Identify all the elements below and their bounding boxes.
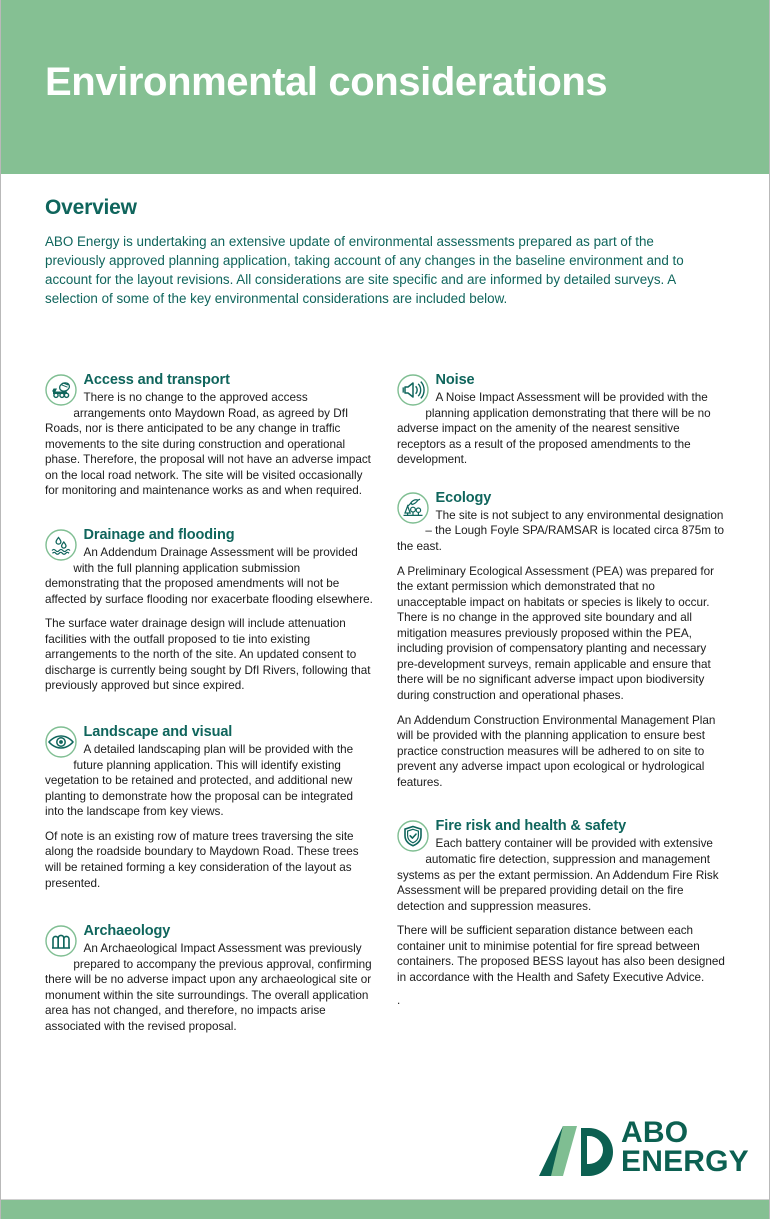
speaker-sound-icon — [397, 374, 429, 406]
topic-archaeology — [45, 923, 375, 1034]
topic-fire-risk-and-health-safety — [397, 818, 727, 1007]
topic-noise — [397, 372, 727, 468]
topic-access-and-transport — [45, 372, 375, 499]
topic-paragraph: There will be sufficient separation distance between each container unit to minimise potential for fire spread between containers. The proposed BESS layout has also been designed in accordance with the Health and Safety Executive Advice. — [397, 924, 725, 984]
topic-paragraph: Of note is an existing row of mature trees traversing the site along the roadside boundary to Maydown Road. These trees will be retained forming a key consideration of the layout as presented. — [45, 829, 359, 890]
right-column — [397, 372, 727, 1027]
overview-section — [45, 196, 705, 308]
topic-paragraph: A detailed landscaping plan will be provided with the future planning application. This will identify existing vegetation to be retained and protected, and additional new planting to demonstrate how the proposal can be integrated into the landscape from key views. — [45, 743, 354, 819]
topic-drainage-and-flooding — [45, 527, 375, 694]
page-title: Environmental considerations — [45, 60, 608, 104]
ancient-arches-icon — [45, 925, 77, 957]
topic-paragraph: There is no change to the approved access arrangements onto Maydown Road, as agreed by DfI Roads, nor is there anticipated to be any change in traffic movements to the site during construction and operational phase. Therefore, the proposal will not have an adverse impact on the local road network. The site will be visited occasionally for monitoring and maintenance works as and when required. — [45, 391, 371, 498]
topic-paragraph: Each battery container will be provided with extensive automatic fire detection, suppression and management systems as per the extant permission. An Addendum Fire Risk Assessment will be prepared providing detail on the fire detection and suppression measures. — [397, 837, 719, 913]
topic-paragraph: An Archaeological Impact Assessment was previously prepared to accompany the previous approval, confirming there will be no adverse impact upon any archaeological site or monument within the site surroundings. The overall application area has not changed, and therefore, no impacts arise associated with the revised proposal. — [45, 942, 372, 1033]
topic-title: Landscape and visual — [83, 724, 233, 740]
cement-mixer-truck-icon — [45, 374, 77, 406]
abo-energy-wordmark — [621, 1118, 749, 1177]
overview-heading: Overview — [45, 196, 137, 219]
topic-paragraph: The site is not subject to any environmental designation – the Lough Foyle SPA/RAMSAR is located circa 875m to the east. — [397, 508, 724, 553]
abo-logo-mark-icon — [537, 1122, 613, 1183]
topic-title: Access and transport — [83, 372, 230, 388]
topic-landscape-and-visual — [45, 724, 375, 891]
topic-ecology — [397, 490, 727, 791]
topic-paragraph: The surface water drainage design will include attenuation facilities with the outfall proposed to tie into existing arrangements to the north of the site. An updated consent to discharge is currently being sought by DfI Rivers, following that previously approved but since expired. — [45, 617, 371, 693]
overview-body: ABO Energy is undertaking an extensive update of environmental assessments prepared as part of the previously approved planning application, taking account of any changes in the baseline environment and to account for the layout revisions. All considerations are site specific and are informed by detailed surveys. A selection of some of the key environmental considerations are included below. — [45, 234, 684, 307]
topic-paragraph: A Noise Impact Assessment will be provided with the planning application demonstrating that there will be no adverse impact on the amenity of the nearest sensitive receptors as a result of the proposed amendments to the development. — [397, 391, 711, 467]
topic-title: Noise — [435, 372, 475, 388]
logo-line-1: ABO — [621, 1116, 689, 1149]
abo-energy-logo — [537, 1116, 749, 1182]
topic-paragraph: A Preliminary Ecological Assessment (PEA) was prepared for the extant permission which demonstrated that no unacceptable impact on habitats or species is likely to occur. There is no change in the approved site boundary and all mitigation measures previously proposed within the PEA, including provision of compensatory planting and necessary pre-development surveys, remain applicable and ensure that there will be no significant adverse impact upon biodiversity during construction and operational phases. — [397, 564, 714, 702]
shield-check-icon — [397, 820, 429, 852]
topic-title: Archaeology — [83, 923, 171, 940]
topic-paragraph: An Addendum Construction Environmental Management Plan will be provided with the planning application to ensure best practice construction measures will be adhered to on site to prevent any adverse impact upon ecological or hydrological features. — [397, 713, 716, 789]
topic-title: Fire risk and health & safety — [435, 818, 627, 835]
topic-title: Ecology — [435, 489, 492, 506]
logo-line-2: ENERGY — [621, 1145, 749, 1179]
left-column — [45, 372, 375, 1054]
topic-title: Drainage and flooding — [83, 526, 235, 543]
water-drops-waves-icon — [45, 529, 77, 561]
bird-and-trees-icon — [397, 492, 429, 524]
page-header-band — [1, 0, 770, 174]
topic-paragraph: An Addendum Drainage Assessment will be provided with the full planning application submission demonstrating that the proposed amendments will not be affected by surface flooding nor exacerbate flooding elsewhere. — [45, 545, 373, 606]
eye-icon — [45, 726, 77, 758]
page-footer-band — [1, 1200, 770, 1219]
trailing-period: . — [397, 994, 401, 1008]
